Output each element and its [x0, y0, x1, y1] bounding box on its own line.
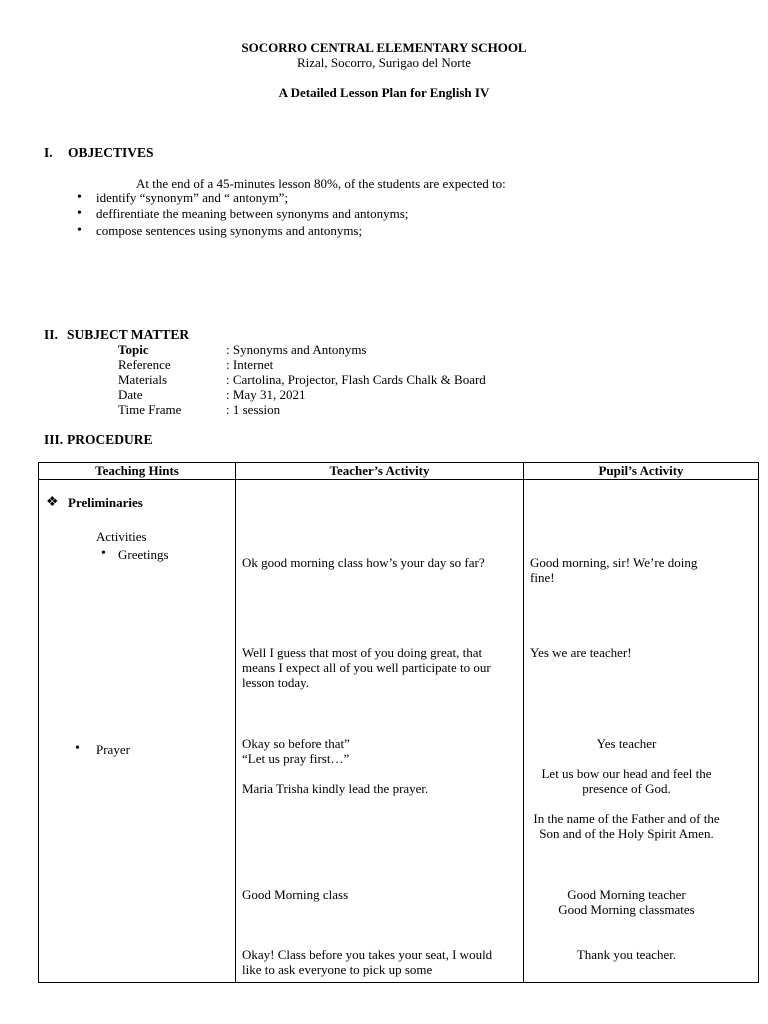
- subject-row-materials: [118, 372, 618, 387]
- subject-matter-number: II.: [44, 327, 58, 342]
- subject-value: : May 31, 2021: [226, 387, 306, 402]
- subject-matter-heading: SUBJECT MATTER: [67, 327, 190, 342]
- greetings-label: Greetings: [118, 547, 169, 562]
- subject-label: Topic: [118, 342, 149, 357]
- subject-value: : Cartolina, Projector, Flash Cards Chalk & Board: [226, 372, 486, 387]
- teacher-line: “Let us pray first…”: [242, 751, 350, 766]
- table-header-row: [39, 463, 759, 480]
- subject-value: : 1 session: [226, 402, 281, 417]
- table-row: [39, 480, 759, 983]
- pupil-line: Good Morning teacher: [567, 887, 686, 902]
- objectives-heading: OBJECTIVES: [68, 145, 154, 160]
- pupil-line: In the name of the Father and of the Son and of the Holy Spirit Amen.: [533, 811, 720, 841]
- pupil-line: Yes teacher: [596, 736, 657, 751]
- subject-row-reference: [118, 357, 618, 372]
- teacher-line: Ok good morning class how’s your day so far?: [242, 555, 485, 570]
- teaching-hints-cell: [39, 480, 236, 983]
- subject-value: : Synonyms and Antonyms: [226, 342, 367, 357]
- procedure-number: III.: [44, 432, 64, 447]
- procedure-heading: PROCEDURE: [67, 432, 153, 447]
- objective-item: • compose sentences using synonyms and antonyms;: [74, 223, 734, 239]
- objective-item: • identify “synonym” and “ antonym”;: [74, 190, 734, 206]
- teacher-activity-cell: [236, 480, 524, 983]
- prayer-label: Prayer: [96, 742, 130, 757]
- subject-row-date: [118, 387, 618, 402]
- objectives-intro: At the end of a 45-minutes lesson 80%, of the students are expected to:: [136, 176, 506, 191]
- preliminaries-label: Preliminaries: [68, 495, 143, 510]
- pupil-line: Good Morning classmates: [558, 902, 695, 917]
- subject-label: Time Frame: [118, 402, 182, 417]
- teacher-line: Okay! Class before you takes your seat, I would like to ask everyone to pick up some: [242, 947, 493, 977]
- subject-row-topic: [118, 342, 618, 357]
- pupil-line: Let us bow our head and feel the presence of God.: [541, 766, 712, 796]
- teacher-line: Maria Trisha kindly lead the prayer.: [242, 781, 429, 796]
- diamond-bullet-icon: ❖: [46, 495, 59, 510]
- pupil-line: Yes we are teacher!: [530, 645, 632, 660]
- lesson-plan-title: A Detailed Lesson Plan for English IV: [278, 85, 490, 100]
- column-header-teachers-activity: Teacher’s Activity: [236, 463, 524, 480]
- teacher-line: Well I guess that most of you doing great, that means I expect all of you well participate to our lesson today.: [242, 645, 491, 690]
- activities-label: Activities: [96, 529, 147, 544]
- teacher-line: Good Morning class: [242, 887, 349, 902]
- school-address: Rizal, Socorro, Surigao del Norte: [296, 55, 471, 70]
- pupil-activity-cell: [524, 480, 759, 983]
- subject-label: Materials: [118, 372, 168, 387]
- subject-row-time-frame: [118, 402, 618, 417]
- teacher-line: Okay so before that”: [242, 736, 350, 751]
- subject-value: : Internet: [226, 357, 274, 372]
- subject-label: Date: [118, 387, 143, 402]
- procedure-table: [38, 462, 759, 983]
- column-header-pupils-activity: Pupil’s Activity: [524, 463, 759, 480]
- objectives-list: [74, 190, 734, 239]
- bullet-icon: •: [101, 546, 106, 561]
- objectives-number: I.: [44, 145, 53, 160]
- column-header-teaching-hints: Teaching Hints: [39, 463, 236, 480]
- subject-label: Reference: [118, 357, 171, 372]
- objective-item: • deffirentiate the meaning between synonyms and antonyms;: [74, 206, 734, 222]
- pupil-line: Good morning, sir! We’re doing fine!: [530, 555, 698, 585]
- bullet-icon: •: [75, 741, 80, 756]
- pupil-line: Thank you teacher.: [576, 947, 677, 962]
- school-name: SOCORRO CENTRAL ELEMENTARY SCHOOL: [241, 40, 527, 55]
